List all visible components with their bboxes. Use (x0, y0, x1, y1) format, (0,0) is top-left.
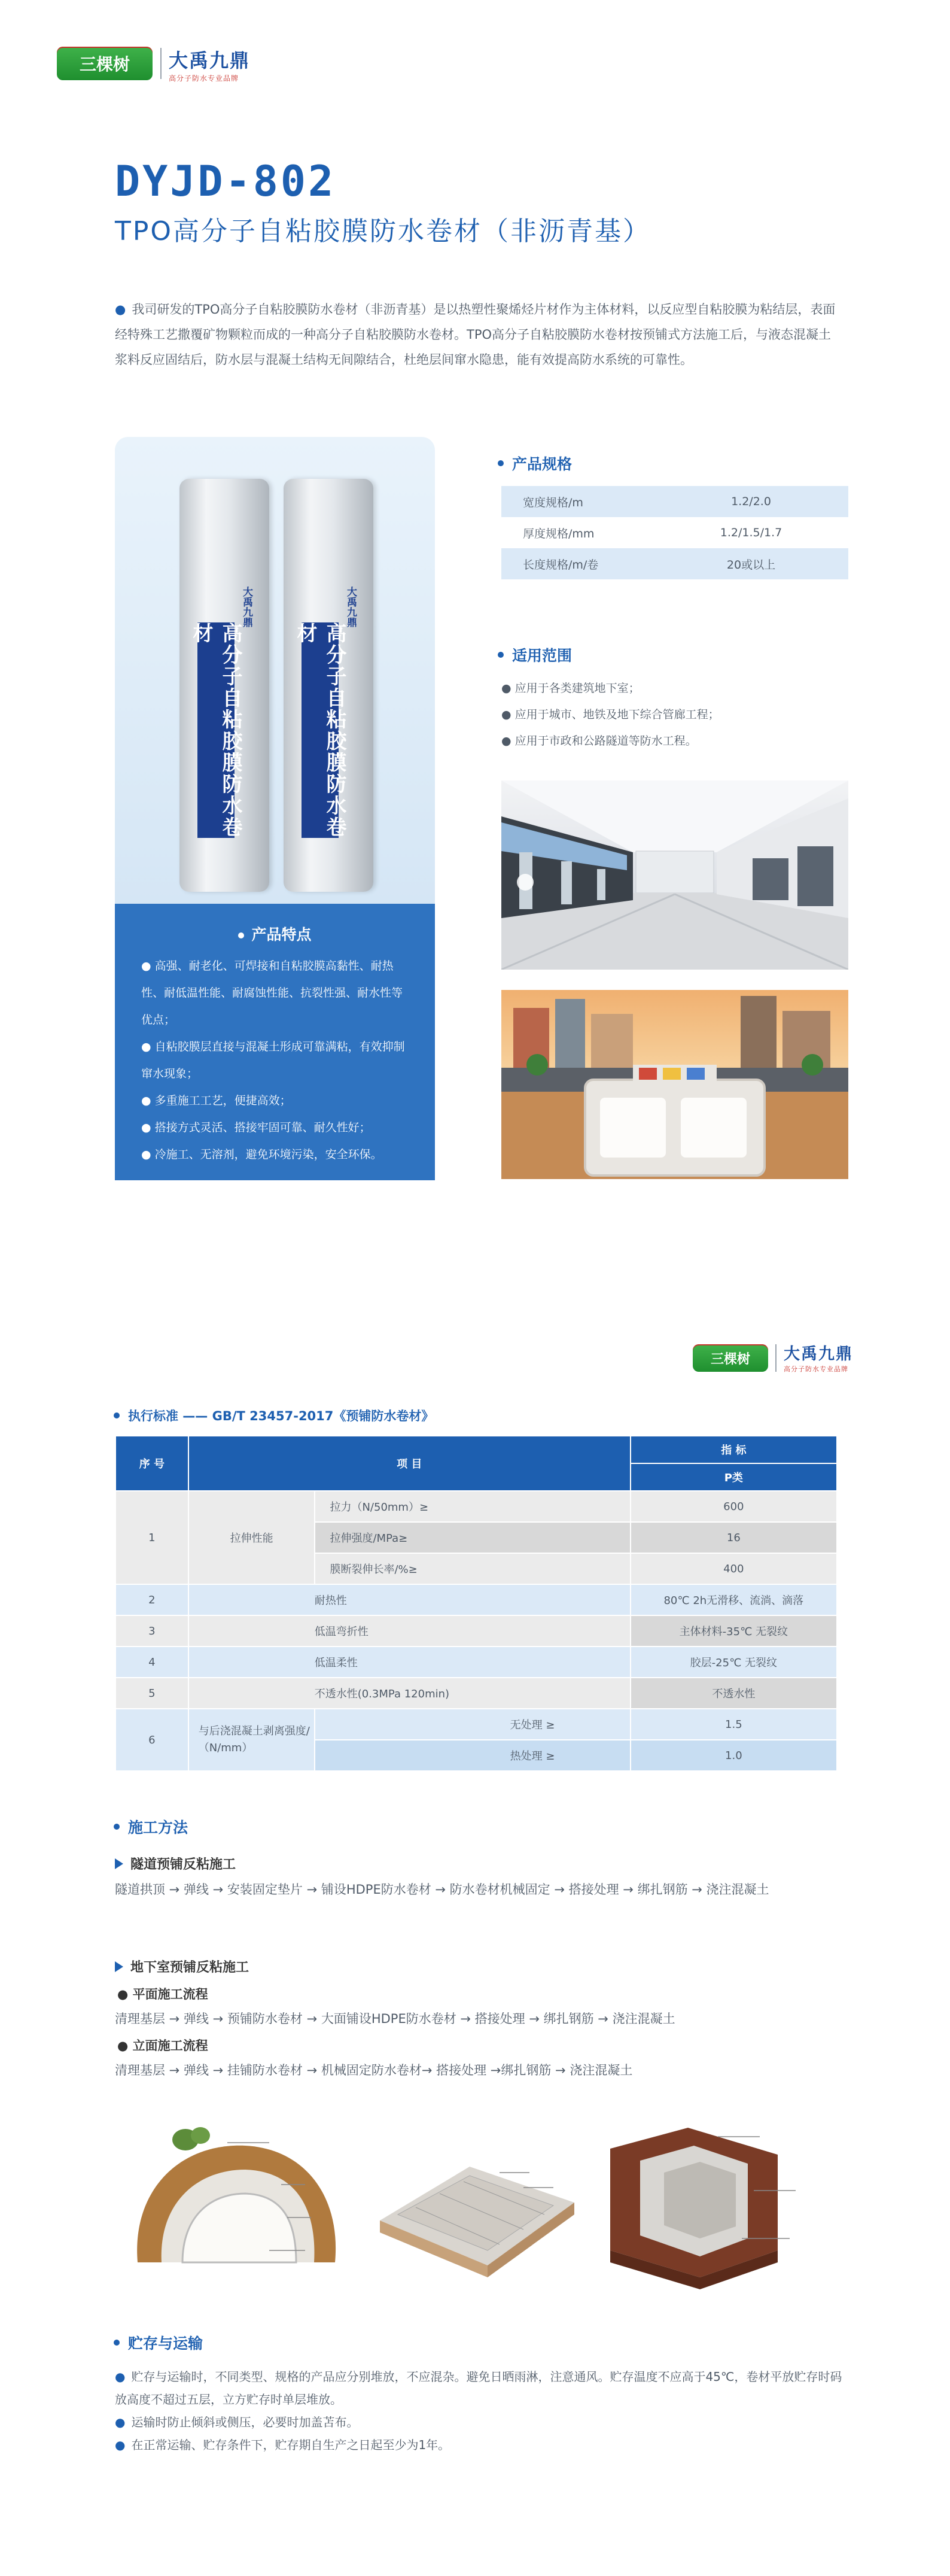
logo-sankeshu-text: 三棵树 (57, 47, 153, 80)
flat-flow: 清理基层 → 弹线 → 预铺防水卷材 → 大面铺设HDPE防水卷材 → 搭接处理 → 绑扎钢筋 → 浇注混凝土 (115, 2012, 675, 2026)
tunnel-heading: 隧道预铺反粘施工 (115, 1854, 236, 1873)
table-row: 3 低温弯折性 主体材料-35℃ 无裂纹 (115, 1615, 837, 1647)
feature-item: ● 自粘胶膜层直接与混凝土形成可靠满粘，有效抑制窜水现象； (141, 1040, 405, 1080)
feature-item: ● 多重施工工艺，便捷高效； (141, 1094, 291, 1107)
logo-divider (775, 1344, 777, 1372)
scope-item: ● 应用于各类建筑地下室； (501, 682, 640, 695)
features-title: 产品特点 (115, 923, 435, 944)
feature-item: ● 搭接方式灵活、搭接牢固可靠、耐久性好； (141, 1121, 371, 1134)
spec-row (501, 486, 848, 517)
scope-item: ● 应用于城市、地铁及地下综合管廊工程； (501, 708, 720, 721)
flat-illustration (374, 2131, 580, 2280)
table-row: 4 低温柔性 胶层-25℃ 无裂纹 (115, 1647, 837, 1678)
spec-value: 1.2/2.0 (731, 495, 771, 508)
product-title: TPO高分子自粘胶膜防水卷材（非沥青基） (115, 216, 651, 247)
subway-photo (501, 780, 848, 970)
spec-title: 产品规格 (498, 452, 572, 474)
storage-list (115, 2365, 846, 2456)
product-photo (115, 437, 435, 904)
roll-left-brand: 大禹九鼎 (240, 587, 252, 627)
spec-value: 20或以上 (726, 558, 776, 572)
table-row: 1 拉伸性能 拉力（N/50mm）≥ 600 (115, 1491, 837, 1522)
product-model: DYJD-802 (115, 157, 336, 206)
bullet-icon: ● (115, 302, 126, 317)
scope-title: 适用范围 (498, 644, 572, 666)
table-row: 膜断裂伸长率/%≥ 400 (115, 1553, 837, 1584)
storage-item: ● 贮存与运输时，不同类型、规格的产品应分别堆放，不应混杂。避免日晒雨淋，注意通风。贮存温度不应高于45℃，卷材平放贮存时码放高度不超过五层，立方贮存时单层堆放。 (115, 2370, 842, 2407)
spec-key: 长度规格/m/卷 (523, 558, 599, 572)
col-header-indicator: 指 标 (631, 1436, 837, 1463)
col-header-p-class: P类 (631, 1463, 837, 1491)
feature-item: ● 高强、耐老化、可焊接和自粘胶膜高黏性、耐热性、耐低温性能、耐腐蚀性能、抗裂性强、耐水性等优点； (141, 959, 403, 1026)
roll-right-brand: 大禹九鼎 (345, 587, 357, 627)
logo-dayu-title: 大禹九鼎 (169, 49, 251, 72)
tunnel-illustration (126, 2113, 359, 2286)
storage-item: ● 运输时防止倾斜或侧压，必要时加盖苫布。 (115, 2415, 359, 2429)
roll-right-label: 高分子自粘胶膜防水卷材 (293, 622, 346, 838)
logo-sankeshu-text: 三棵树 (693, 1344, 768, 1372)
bullet-icon (238, 932, 244, 938)
scope-item: ● 应用于市政和公路隧道等防水工程。 (501, 734, 697, 748)
col-header-no: 序 号 (115, 1436, 188, 1491)
brand-logo-dayu (169, 45, 288, 83)
col-header-item: 项 目 (188, 1436, 631, 1491)
spec-key: 宽度规格/m (523, 496, 583, 509)
logo-divider (160, 48, 162, 79)
features-list (141, 953, 413, 1168)
brand-logo-dayu-2 (784, 1341, 897, 1374)
intro-text: 我司研发的TPO高分子自粘胶膜防水卷材（非沥青基）是以热塑性聚烯烃片材作为主体材料，以反应型自粘胶膜为粘结层，表面经特殊工艺撒覆矿物颗粒而成的一种高分子自粘胶膜防水卷材。TPO高分子自粘胶膜防水卷材按预铺式方法施工后，与液态混凝土浆料反应固结后，防水层与混凝土结构无间隙结合，杜绝层间窜水隐患，能有效提高防水系统的可靠性。 (115, 302, 836, 367)
roll-left-label: 高分子自粘胶膜防水卷材 (189, 622, 242, 838)
utility-tunnel-photo (501, 990, 848, 1179)
triangle-icon (115, 1961, 123, 1972)
bullet-icon (114, 2340, 120, 2346)
logo-dayu-title: 大禹九鼎 (784, 1345, 853, 1363)
brand-logo-sankeshu-2 (693, 1344, 768, 1372)
vertical-illustration (598, 2119, 826, 2292)
feature-item: ● 冷施工、无溶剂，避免环境污染，安全环保。 (141, 1148, 382, 1161)
table-row: 热处理 ≥ 1.0 (115, 1740, 837, 1771)
bullet-icon (114, 1824, 120, 1830)
storage-title: 贮存与运输 (114, 2332, 203, 2353)
bullet-icon (498, 460, 504, 466)
bullet-icon (498, 652, 504, 658)
tunnel-flow: 隧道拱顶 → 弹线 → 安装固定垫片 → 铺设HDPE防水卷材 → 防水卷材机械固定 → 搭接处理 → 绑扎钢筋 → 浇注混凝土 (115, 1882, 769, 1897)
basement-heading: 地下室预铺反粘施工 (115, 1957, 249, 1976)
flat-heading: ● 平面施工流程 (117, 1987, 208, 2001)
vertical-heading: ● 立面施工流程 (117, 2039, 208, 2053)
standard-title: 执行标准 —— GB/T 23457-2017《预铺防水卷材》 (114, 1407, 434, 1424)
triangle-icon (115, 1858, 123, 1869)
spec-value: 1.2/1.5/1.7 (720, 526, 782, 539)
spec-table (501, 486, 848, 579)
vertical-flow: 清理基层 → 弹线 → 挂铺防水卷材 → 机械固定防水卷材→ 搭接处理 →绑扎钢筋 → 浇注混凝土 (115, 2063, 633, 2077)
spec-row (501, 548, 848, 579)
scope-list (501, 675, 848, 754)
construction-title: 施工方法 (114, 1816, 188, 1837)
table-row: 6 与后浇混凝土剥离强度/（N/mm） 无处理 ≥ 1.5 (115, 1709, 837, 1740)
spec-row (501, 517, 848, 548)
standard-table (115, 1435, 838, 1772)
storage-item: ● 在正常运输、贮存条件下，贮存期自生产之日起至少为1年。 (115, 2438, 450, 2452)
table-row: 2 耐热性 80℃ 2h无滑移、流淌、滴落 (115, 1584, 837, 1615)
logo-dayu-subtitle: 高分子防水专业品牌 (169, 74, 239, 83)
spec-key: 厚度规格/mm (523, 527, 595, 540)
intro-paragraph (115, 297, 839, 372)
table-row: 拉伸强度/MPa≥ 16 (115, 1522, 837, 1553)
table-row: 5 不透水性(0.3MPa 120min) 不透水性 (115, 1678, 837, 1709)
bullet-icon (114, 1412, 120, 1418)
features-panel (115, 904, 435, 1180)
logo-dayu-subtitle: 高分子防水专业品牌 (784, 1365, 848, 1373)
brand-logo-sankeshu (57, 47, 153, 80)
